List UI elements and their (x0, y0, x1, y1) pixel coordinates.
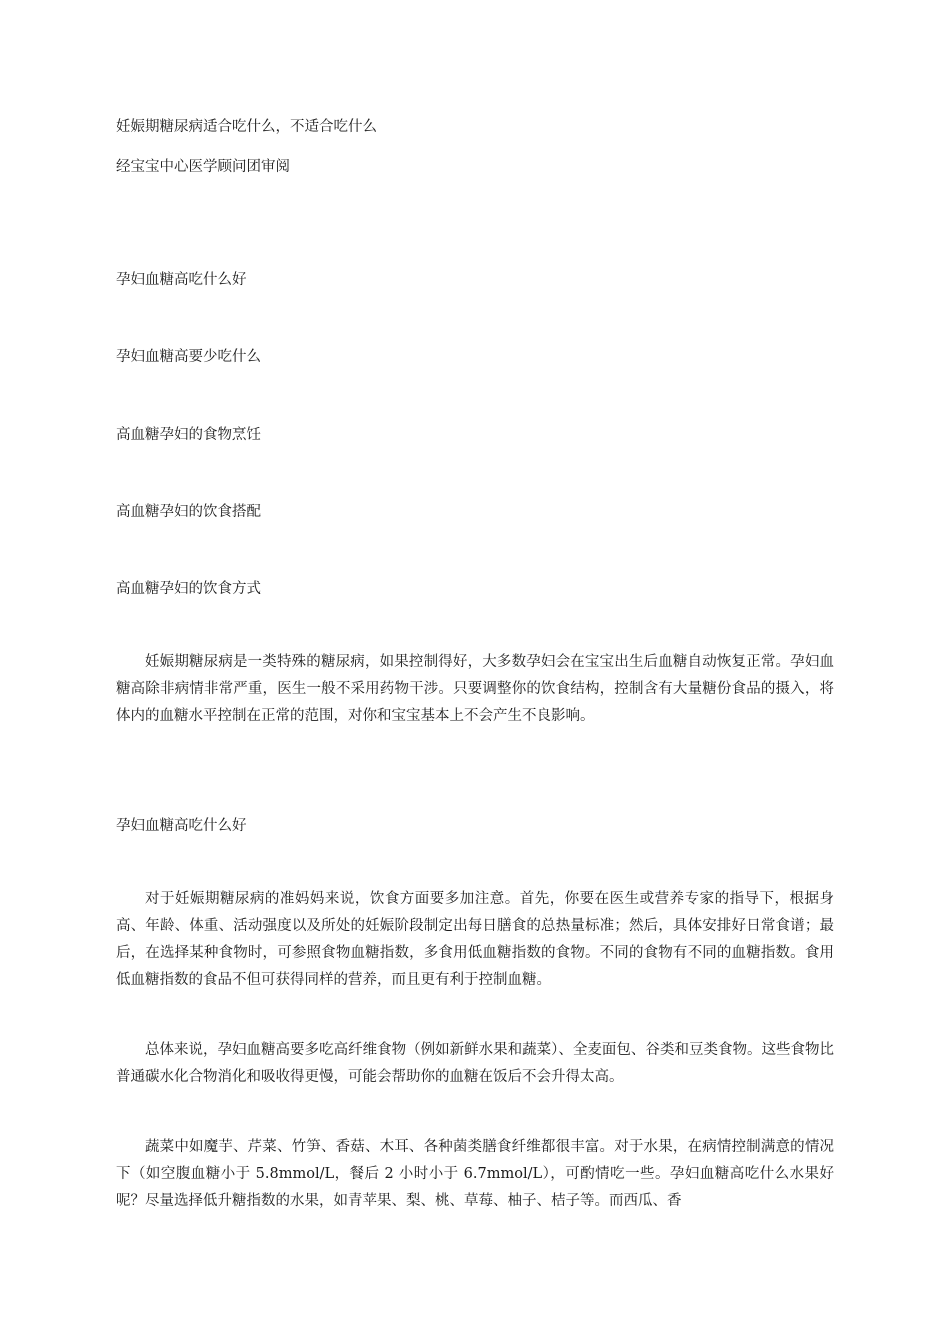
toc-item: 孕妇血糖高要少吃什么 (116, 349, 261, 365)
toc-item: 高血糖孕妇的饮食方式 (116, 581, 261, 597)
intro-paragraph: 妊娠期糖尿病是一类特殊的糖尿病，如果控制得好，大多数孕妇会在宝宝出生后血糖自动恢复正常。孕妇血糖高除非病情非常严重，医生一般不采用药物干涉。只要调整你的饮食结构，控制含有大量糖份食品的摄入，将体内的血糖水平控制在正常的范围，对你和宝宝基本上不会产生不良影响。 (116, 654, 834, 724)
section-heading: 孕妇血糖高吃什么好 (116, 818, 247, 834)
body-paragraph: 蔬菜中如魔芋、芹菜、竹笋、香菇、木耳、各种菌类膳食纤维都很丰富。对于水果，在病情控制满意的情况下（如空腹血糖小于 5.8mmol/L，餐后 2 小时小于 6.7mmol/L），可酌情吃一些。孕妇血糖高吃什么水果好呢？尽量选择低升糖指数的水果，如青苹果、梨、桃、草莓、柚子、桔子等。而西瓜、香 (116, 1139, 834, 1209)
document-title: 妊娠期糖尿病适合吃什么，不适合吃什么 (116, 119, 377, 135)
reviewer-note: 经宝宝中心医学顾问团审阅 (116, 159, 290, 175)
toc-item: 高血糖孕妇的饮食搭配 (116, 504, 261, 520)
toc-item: 孕妇血糖高吃什么好 (116, 272, 247, 288)
body-paragraph: 总体来说，孕妇血糖高要多吃高纤维食物（例如新鲜水果和蔬菜）、全麦面包、谷类和豆类食物。这些食物比普通碳水化合物消化和吸收得更慢，可能会帮助你的血糖在饭后不会升得太高。 (116, 1042, 834, 1085)
toc-item: 高血糖孕妇的食物烹饪 (116, 427, 261, 443)
body-paragraph: 对于妊娠期糖尿病的准妈妈来说，饮食方面要多加注意。首先，你要在医生或营养专家的指导下，根据身高、年龄、体重、活动强度以及所处的妊娠阶段制定出每日膳食的总热量标准；然后，具体安排好日常食谱；最后，在选择某种食物时，可参照食物血糖指数，多食用低血糖指数的食物。不同的食物有不同的血糖指数。食用低血糖指数的食品不但可获得同样的营养，而且更有利于控制血糖。 (116, 891, 834, 988)
